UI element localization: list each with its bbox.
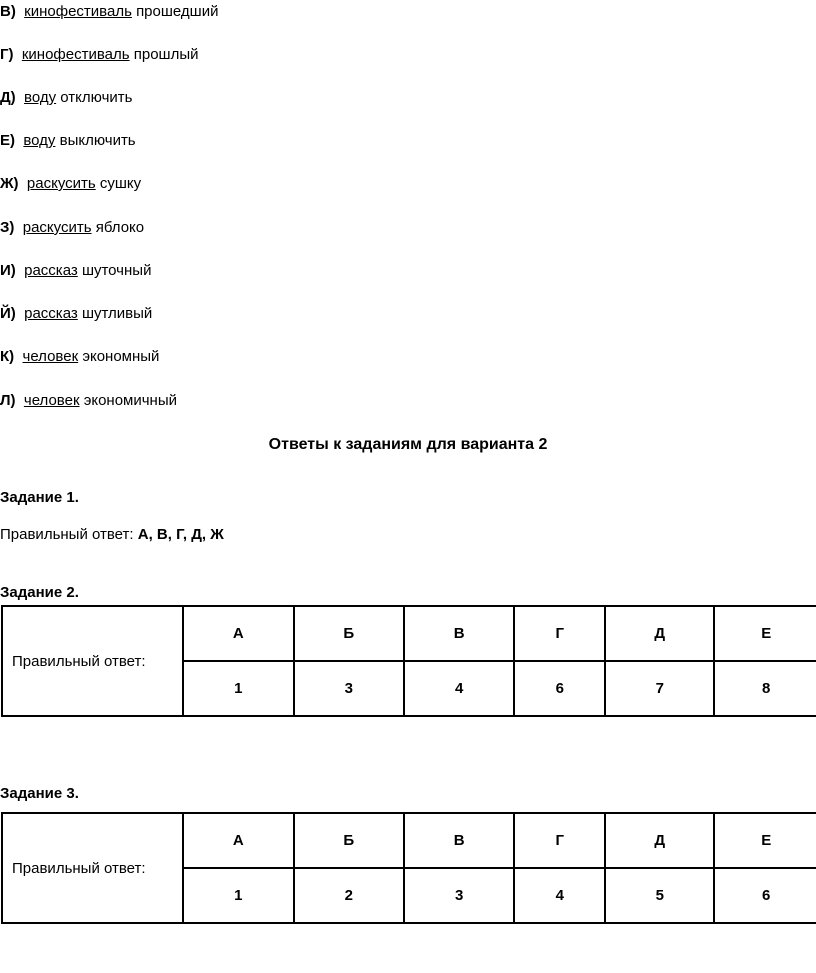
table-row xyxy=(2,813,816,868)
pair-line xyxy=(0,219,144,236)
task2-table xyxy=(1,605,816,717)
pair-letter: Л) xyxy=(0,392,16,409)
pair-word: кинофестиваль xyxy=(21,46,130,63)
task3-table xyxy=(1,812,816,924)
pair-line xyxy=(0,132,136,149)
pair-word: человек xyxy=(23,392,80,409)
letter-cell: Б xyxy=(294,813,404,868)
pair-word: рассказ xyxy=(24,305,78,322)
letter-cell: А xyxy=(183,606,294,661)
pair-letter: З) xyxy=(0,219,15,236)
pair-letter: Г) xyxy=(0,46,14,63)
letter-cell: Г xyxy=(514,606,605,661)
pair-letter: Й) xyxy=(0,305,16,322)
answer-label-cell: Правильный ответ: xyxy=(2,813,183,923)
number-cell: 7 xyxy=(605,661,714,716)
number-cell: 6 xyxy=(514,661,605,716)
pair-word: воду xyxy=(24,89,57,106)
pair-rest: прошлый xyxy=(133,46,199,63)
pair-line xyxy=(0,46,199,63)
pair-line xyxy=(0,392,177,409)
pair-line xyxy=(0,3,218,20)
task1-answer xyxy=(0,526,224,543)
pair-line xyxy=(0,175,141,192)
number-cell: 1 xyxy=(183,868,294,923)
answer-label: Правильный ответ: xyxy=(0,526,134,543)
number-cell: 1 xyxy=(183,661,294,716)
pair-letter: И) xyxy=(0,262,16,279)
letter-cell: В xyxy=(404,813,515,868)
number-cell: 5 xyxy=(605,868,714,923)
letter-cell: Б xyxy=(294,606,404,661)
pair-word: кинофестиваль xyxy=(24,3,132,20)
pair-line xyxy=(0,305,152,322)
pair-rest: шутливый xyxy=(81,305,153,322)
pair-line xyxy=(0,262,151,279)
pair-rest: экономичный xyxy=(83,392,177,409)
pair-letter: Д) xyxy=(0,89,16,106)
pair-rest: отключить xyxy=(60,89,133,106)
pair-letter: К) xyxy=(0,348,15,365)
pair-rest: шуточный xyxy=(81,262,152,279)
pair-rest: выключить xyxy=(59,132,136,149)
pair-rest: экономный xyxy=(82,348,160,365)
letter-cell: Е xyxy=(714,813,816,868)
table-row xyxy=(2,606,816,661)
task3-title: Задание 3. xyxy=(0,785,79,802)
answer-label-cell: Правильный ответ: xyxy=(2,606,183,716)
task2-title: Задание 2. xyxy=(0,584,79,601)
pair-letter: В) xyxy=(0,3,16,20)
task1-title: Задание 1. xyxy=(0,489,79,506)
pair-word: раскусить xyxy=(22,219,92,236)
letter-cell: Е xyxy=(714,606,816,661)
answers-heading: Ответы к заданиям для варианта 2 xyxy=(268,436,548,453)
pair-rest: прошедший xyxy=(136,3,219,20)
number-cell: 4 xyxy=(514,868,605,923)
pair-line xyxy=(0,348,159,365)
letter-cell: В xyxy=(404,606,515,661)
pair-line xyxy=(0,89,132,106)
number-cell: 3 xyxy=(294,661,404,716)
answer-value: А, В, Г, Д, Ж xyxy=(137,526,224,543)
pair-word: человек xyxy=(22,348,79,365)
pair-letter: Ж) xyxy=(0,175,19,192)
number-cell: 6 xyxy=(714,868,816,923)
pair-letter: Е) xyxy=(0,132,15,149)
pair-word: раскусить xyxy=(26,175,96,192)
number-cell: 4 xyxy=(404,661,515,716)
pair-word: воду xyxy=(23,132,56,149)
pair-word: рассказ xyxy=(24,262,78,279)
letter-cell: Д xyxy=(605,813,714,868)
number-cell: 2 xyxy=(294,868,404,923)
number-cell: 8 xyxy=(714,661,816,716)
number-cell: 3 xyxy=(404,868,515,923)
letter-cell: Г xyxy=(514,813,605,868)
pair-rest: яблоко xyxy=(95,219,145,236)
letter-cell: А xyxy=(183,813,294,868)
letter-cell: Д xyxy=(605,606,714,661)
pair-rest: сушку xyxy=(99,175,142,192)
